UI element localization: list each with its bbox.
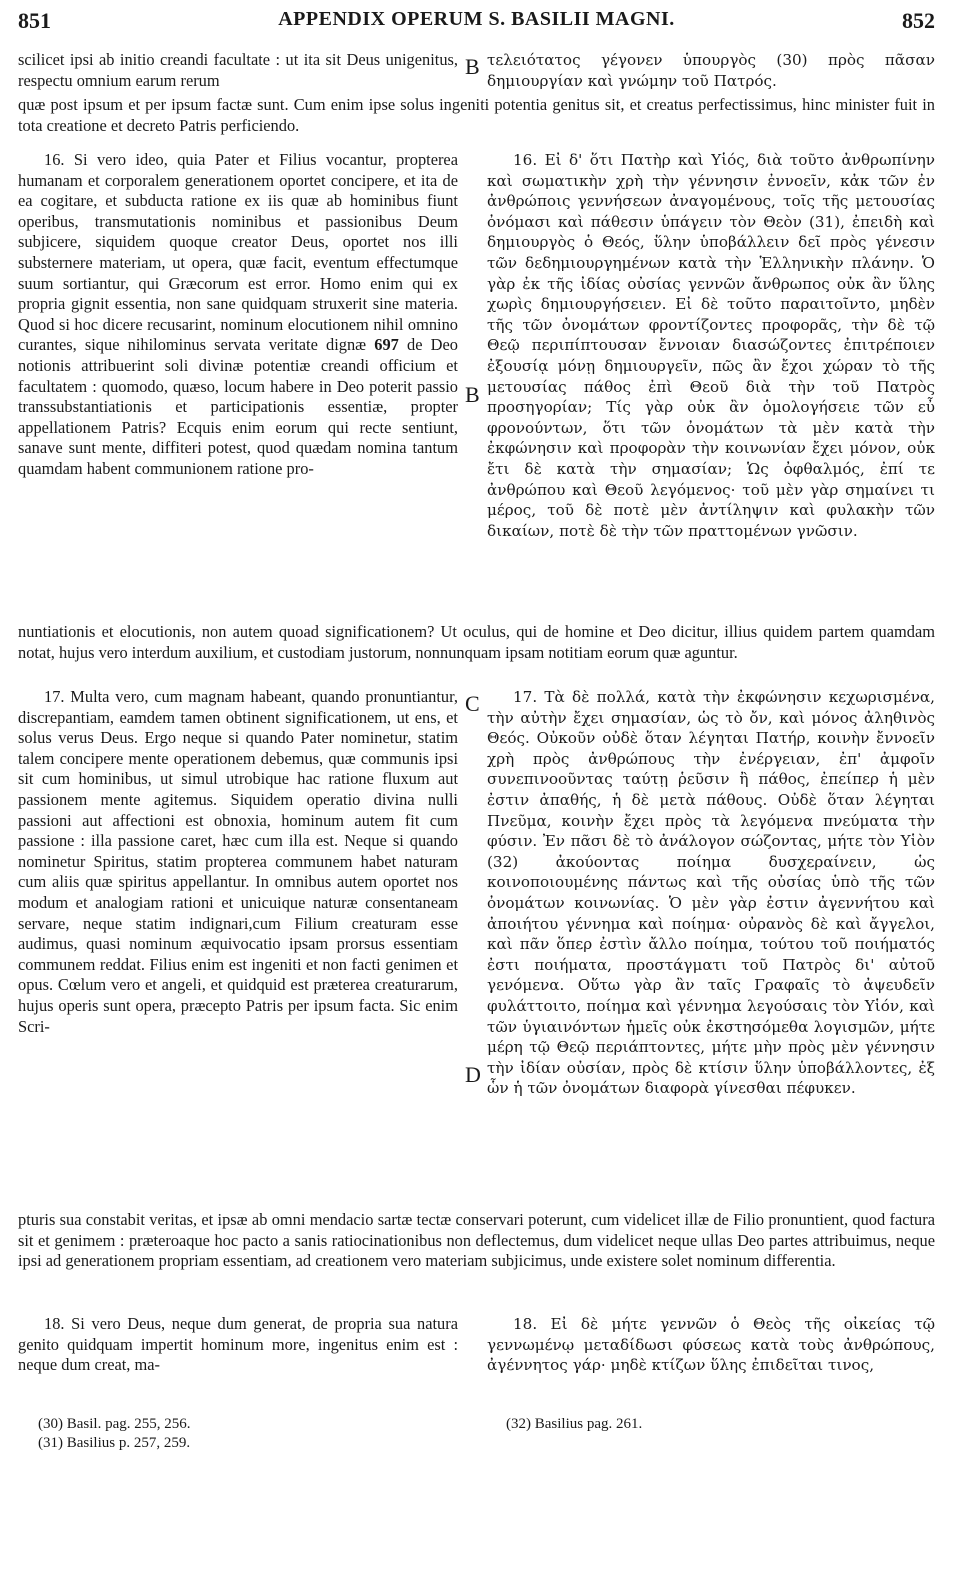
- greek-text: Εἰ δὲ μήτε γεννῶν ὁ Θεὸς τῆς οἰκείας τῷ γεννωμένῳ μεταδίδωσι φύσεως κατὰ τοὺς ἀνθρώπους, ἀγέννητος γάρ· μηδὲ κτίζων ὕλης ἐπιδεῖται τινος,: [487, 1315, 936, 1375]
- latin-text: scilicet ipsi ab initio creandi facultate : ut ita sit Deus unigenitus, respectu omnium earum rerum: [18, 50, 458, 90]
- latin-text: Si vero ideo, quia Pater et Filius vocantur, propterea humanam et corporalem generationem oportet concipere, et ita de ea cogitare, et subducta ratione ex iis quæ ab hominibus fiunt operibus, transmutationis nominibus et passionibus Deum subjicere, siquidem quoque creator Deus, oportet nos illi substernere materiam, ut opera, quæ facit, eventum effectumque suum sortiantur, qui Græcorum est error. Homo enim qui ex propria gignit essentia, non sane quidquam struxerit sine materia. Quod si hoc dicere recusarint, nominum elocutionem nihil omnino curantes, sique nihilominus servata veritate dignæ: [18, 150, 458, 355]
- greek-column-block-2: [487, 150, 935, 541]
- full-width-text-1: quæ post ipsum et per ipsum factæ sunt. Cum enim ipse solus ingeniti potentia genitus sit, et creatus perfectissimus, hinc minister fuit in tota creatione et decreto Patris perficiendo.: [18, 95, 935, 135]
- greek-text: Εἰ δ' ὅτι Πατὴρ καὶ Υἱός, διὰ τοῦτο ἀνθρωπίνην καὶ σωματικὴν χρὴ τὴν γέννησιν ἐννοεῖν, κἀκ τῶν ἐν ἀνθρώποις γεννήσεων ἀναγομένους, τοῖς τῆς μετουσίας ὀνόμασι καὶ πάθεσιν ὑπάγειν τὸν Θεὸν (31), ἐπειδὴ καὶ δημιουργὸς ὁ Θεός, ὕλην ὑποβάλλειν δεῖ πρὸς γένεσιν τῶν δεδημιουργημένων κατὰ τὴν Ἑλληνικὴν πλάνην. Ὁ γὰρ ἐκ τῆς ἰδίας οὐσίας γεννῶν ἄνθρωπος οὐκ ἂν ὕλης χωρὶς δημιουργήσειεν. Εἰ δὲ τοῦτο παραιτοῖντο, μηδὲν τῆς τῶν ὀνομάτων φροντίζοντες προφορᾶς, τὴν δὲ τῷ Θεῷ περιπίπτουσαν ἔννοιαν διασώζοντες ἐπιτρέποιεν ἐξουσίᾳ μόνῃ δημιουργεῖν, πῶς ἂν ἔχοι χώραν τὸ τῆς μετουσίας πάθος ἐπὶ Θεοῦ διὰ τὴν τοῦ Πατρὸς προσηγορίαν; Τίς γὰρ οὐκ ἂν ὁμολογήσειε τῶν εὖ φρονούντων, ὅτι τῶν ὀνομάτων τὰ μὲν κατὰ τὴν ἐκφώνησιν καὶ προφορὰν τὴν κοινωνίαν ἔχει μόνον, οὐκ ἔτι δὲ κατὰ τὴν σημασίαν; Ὡς ὀφθαλμός, ἐπί τε ἀνθρώπου καὶ Θεοῦ λεγόμενος· τοῦ μὲν γὰρ σημαίνει τι μέρος, τοῦ δὲ ποτὲ μὲν ἀντίληψιν καὶ φυλακὴν τῶν δικαίων, ποτὲ δὲ τὴν τῶν πραττομένων γνῶσιν.: [487, 151, 935, 540]
- section-marker-b: B: [465, 54, 480, 79]
- latin-text-cont: de Deo notionis attribuerint soli divinæ potentiæ creandi officium et facultatem : quomodo, quæso, locum habere in Deo poterit passio transsubstantiationis et participationis essentiæ, propter appellationem Patris? Ecquis enim eorum qui recte sentiunt, sanave sunt mente, diffiteri potest, quod quædam nomina tantum quamdam habent communionem ratione pro-: [18, 335, 458, 478]
- footnote: (32) Basilius pag. 261.: [506, 1416, 643, 1432]
- latin-column-block-4: [18, 1314, 458, 1376]
- greek-column-block-4: [487, 1314, 935, 1376]
- footnote: (31) Basilius p. 257, 259.: [38, 1435, 191, 1451]
- latin-column-block-1: [18, 50, 458, 91]
- latin-column-block-2: [18, 150, 458, 480]
- section-marker-c: C: [465, 691, 480, 716]
- column-number: 697: [374, 335, 399, 355]
- running-title: APPENDIX OPERUM S. BASILII MAGNI.: [278, 8, 675, 30]
- section-marker-b: B: [465, 382, 480, 407]
- latin-text: Si vero Deus, neque dum generat, de propria sua natura genito quidquam impertit hominum more, ingenitus enim est : neque dum creat, ma-: [18, 1314, 458, 1375]
- greek-text: Τὰ δὲ πολλά, κατὰ τὴν ἐκφώνησιν κεχωρισμένα, τὴν αὐτὴν ἔχει σημασίαν, ὡς τὸ ὄν, καὶ μόνος ἀληθινὸς Θεός. Οὐκοῦν οὐδὲ ὅταν λέγηται Πατήρ, κοινὴν ἔννοεῖν χρὴ πρὸς ἀνθρώπους τὴν ἐνέργειαν, ἐπ' ἀμφοῖν συνεπινοοῦντας ταύτῃ ῥεῦσιν ἢ πάθος, ἐπείπερ ἡ μὲν ἐστιν ἀπαθής, ἡ δὲ μετὰ πάθους. Οὐδὲ ὅταν λέγηται Πνεῦμα, κοινὴν ἔχει πρὸς τὰ λεγόμενα πνεύματα τὴν φύσιν. Ἐν πᾶσι δὲ τὸ ἀνάλογον σώζοντας, μήτε τὸν Υἱὸν (32) ἀκούοντας ποίημα δυσχεραίνειν, ὡς κοινοποιουμένης πάντως καὶ τῆς οὐσίας ὑπὸ τῆς τῶν ὀνομάτων κοινωνίας. Ὁ μὲν γὰρ ἐστιν ἀγεννήτου καὶ ἀποιήτου γέννημα καὶ ποίημα· οὐρανὸς δὲ καὶ ἄγγελοι, καὶ πᾶν ὅπερ ἐστὶν ἄλλο ποίημα, τούτου τοῦ ποιήματός ἐστι ποιήματα, προστάγματι τοῦ Πατρὸς δι' αὐτοῦ γενόμενα. Οὕτω γὰρ ἂν ταῖς Γραφαῖς τὸ ἀψευδεῖν φυλάττοιτο, ποίημα καὶ γέννημα λεγούσαις τὸν Υἱόν, καὶ τῶν ὑγιαινόντων ἡμεῖς οὐκ ἐκστησόμεθα λογισμῶν, μήτε μέρη τῷ Θεῷ περιάπτοντες, μήτε μὴν πρὸς μὲν γέννησιν τὴν ἰδίαν οὐσίαν, πρὸς δὲ κτίσιν ὕλην ὑποβάλλοντες, ἐξ ὧν ἡ τῶν ὀνομάτων διαφορὰ γίνεσθαι πέφυκεν.: [487, 688, 936, 1098]
- page-header: [18, 8, 935, 40]
- greek-column-block-1: [487, 50, 935, 91]
- section-number: 18.: [513, 1315, 538, 1333]
- footnote: (30) Basil. pag. 255, 256.: [38, 1416, 191, 1432]
- latin-text: Multa vero, cum magnam habeant, quando pronuntiantur, discrepantiam, eamdem tamen obtinent significationem, ut ens, et solus verus Deus. Ergo neque si quando Pater nominetur, statim talem concipere mente operationem debemus, quæ communis ipsi sit cum hominibus, ut simul utrobique hac ratione fluxum aut passionem mente agitemus. Siquidem operatio divina nulli passioni aut affectioni est obnoxia, hominum autem fit cum passione : illa passione caret, hæc cum illa est. Neque si quando nominetur Spiritus, statim propterea communem habet naturam cum aliis quæ spiritus appellantur. In omnibus autem oportet nos modum et analogiam rationi et unicuique naturæ consentaneam servare, neque statim indignari,cum Filium creaturam esse audimus, quasi nominum æquivocatio ipsam prorsus essentiam communem reddat. Filius enim est ingeniti et non facti genimen et opus. Cœlum vero et angeli, et quidquid est præterea creaturarum, hujus operis sunt opera, præcepto Patris per ipsum facta. Sic enim Scri-: [18, 687, 459, 1036]
- footnotes-left: [38, 1415, 190, 1453]
- full-width-text-2: nuntiationis et elocutionis, non autem quoad significationem? Ut oculus, qui de homine et Deo dicitur, illius quidem partem quamdam notat, hujus vero interdum auxilium, et custodiam justorum, nonnunquam ipsam notitiam eorum quæ aguntur.: [18, 622, 935, 662]
- latin-column-block-3: [18, 687, 458, 1037]
- full-width-text-3: pturis sua constabit veritas, et ipsæ ab omni mendacio sartæ tectæ conservari poterunt, cum videlicet illæ de Filio pronuntient, quod factura sit et genimem : præteroaque hoc pacto a sanis ratiocinationibus non deflectemus, dum videlicet neque ullas Deo partes attribuimus, neque ipsi ad generationem propriam essentiam, ad creationem vero materiam subjicimus, unde existere solet nominum differentia.: [18, 1210, 935, 1271]
- section-marker-d: D: [465, 1062, 481, 1087]
- section-number: 17.: [513, 688, 538, 706]
- section-number: 16.: [513, 151, 538, 169]
- greek-column-block-3: [487, 687, 935, 1099]
- section-number: 16.: [44, 150, 65, 169]
- section-number: 17.: [44, 687, 65, 706]
- section-number: 18.: [44, 1314, 65, 1333]
- page-number-right: 852: [902, 8, 935, 33]
- page-number-left: 851: [18, 8, 51, 33]
- footnotes-right: [506, 1415, 642, 1434]
- greek-text: τελειότατος γέγονεν ὑπουργὸς (30) πρὸς πᾶσαν δημιουργίαν καὶ γνώμην τοῦ Πατρός.: [487, 51, 935, 90]
